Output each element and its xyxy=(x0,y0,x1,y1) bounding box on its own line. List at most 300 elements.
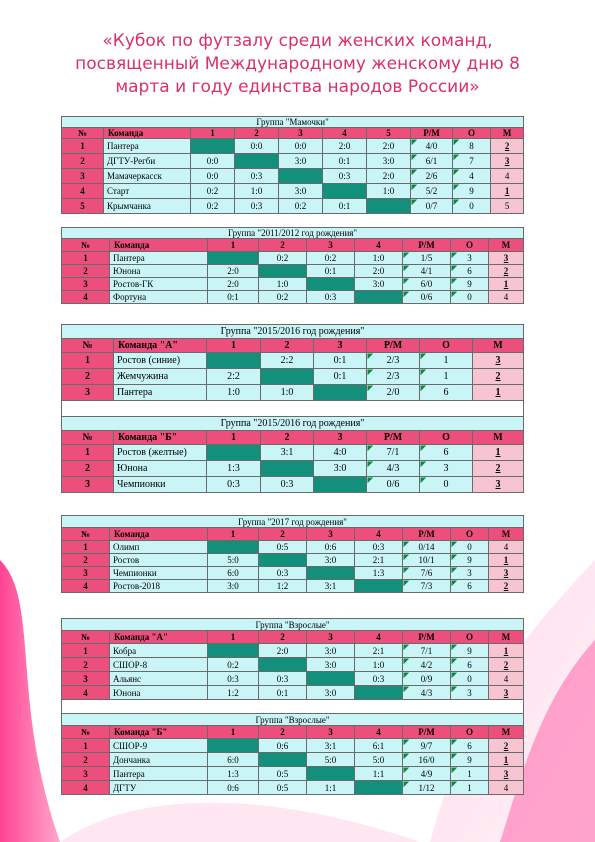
table-row xyxy=(62,252,524,265)
row-number: 4 xyxy=(62,580,110,593)
place-cell: 1 xyxy=(489,753,524,767)
diagonal-cell xyxy=(355,686,403,700)
header-cell: М xyxy=(473,339,524,353)
row-number: 1 xyxy=(62,644,110,658)
score-cell: 9/7 xyxy=(403,739,451,753)
score-cell: 0:1 xyxy=(314,369,367,385)
diagonal-cell xyxy=(307,278,355,291)
team-name: Юнона xyxy=(110,265,208,278)
header-cell: 1 xyxy=(191,128,235,139)
team-name: Ростов-2018 xyxy=(110,580,208,593)
score-cell: 0:2 xyxy=(259,252,307,265)
place-cell: 4 xyxy=(489,291,524,304)
score-cell: 3:0 xyxy=(208,580,259,593)
header-cell: 4 xyxy=(355,726,403,739)
row-number: 3 xyxy=(62,169,104,184)
diagonal-cell xyxy=(367,199,411,214)
team-name: СШОР-9 xyxy=(110,739,208,753)
score-cell: 4/9 xyxy=(403,767,451,781)
score-cell: 0/14 xyxy=(403,541,451,554)
score-cell: 0 xyxy=(451,672,489,686)
score-cell: 2:0 xyxy=(355,265,403,278)
place-cell: 1 xyxy=(489,554,524,567)
score-cell: 3:1 xyxy=(307,739,355,753)
header-cell: О xyxy=(451,631,489,644)
row-number: 1 xyxy=(62,445,114,461)
header-cell: О xyxy=(451,528,489,541)
place-cell: 2 xyxy=(491,139,524,154)
title-line-2: посвященный Международному женскому дню 8 xyxy=(75,54,520,74)
place-cell: 2 xyxy=(489,739,524,753)
row-number: 1 xyxy=(62,252,110,265)
score-cell: 1 xyxy=(420,353,473,369)
diagonal-cell xyxy=(259,658,307,672)
score-cell: 2:0 xyxy=(323,139,367,154)
place-cell: 3 xyxy=(473,353,524,369)
row-number: 2 xyxy=(62,265,110,278)
score-cell: 7/1 xyxy=(367,445,420,461)
table-row xyxy=(62,767,524,781)
score-cell: 0 xyxy=(451,291,489,304)
header-cell: Р/М xyxy=(403,239,451,252)
group-caption-a: Группа "2015/2016 год рождения" xyxy=(62,325,524,339)
score-cell: 0:3 xyxy=(207,477,261,493)
score-cell: 3:0 xyxy=(307,658,355,672)
header-cell: 4 xyxy=(355,631,403,644)
header-cell: № xyxy=(62,528,110,541)
table-row xyxy=(62,278,524,291)
diagonal-cell xyxy=(314,477,367,493)
team-name: Юнона xyxy=(114,461,207,477)
table-row xyxy=(62,154,524,169)
header-cell: О xyxy=(420,431,473,445)
group-caption-a: Группа "Взрослые" xyxy=(62,619,524,631)
table-group-2015 xyxy=(61,324,524,493)
score-cell: 0 xyxy=(453,199,491,214)
header-cell: Команда "А" xyxy=(114,339,207,353)
score-cell: 2:0 xyxy=(259,644,307,658)
header-cell: 1 xyxy=(208,631,259,644)
diagonal-cell xyxy=(261,461,314,477)
place-cell: 1 xyxy=(473,385,524,401)
header-cell: 4 xyxy=(355,239,403,252)
score-cell: 6 xyxy=(420,445,473,461)
score-cell: 0:3 xyxy=(355,541,403,554)
score-cell: 1:3 xyxy=(208,767,259,781)
header-cell: М xyxy=(489,726,524,739)
score-cell: 3:0 xyxy=(307,686,355,700)
score-cell: 4 xyxy=(453,169,491,184)
score-cell: 6:1 xyxy=(355,739,403,753)
score-cell: 0:3 xyxy=(208,672,259,686)
score-cell: 6 xyxy=(451,580,489,593)
score-cell: 2/6 xyxy=(411,169,453,184)
score-cell: 0:1 xyxy=(323,154,367,169)
header-cell: 3 xyxy=(279,128,323,139)
score-cell: 2/3 xyxy=(367,369,420,385)
score-cell: 0:2 xyxy=(208,658,259,672)
score-cell: 0 xyxy=(451,541,489,554)
score-cell: 6:0 xyxy=(208,567,259,580)
header-cell: 3 xyxy=(307,239,355,252)
header-row-b xyxy=(62,726,524,739)
header-cell: О xyxy=(420,339,473,353)
score-cell: 3:0 xyxy=(314,461,367,477)
diagonal-cell xyxy=(208,644,259,658)
score-cell: 1:3 xyxy=(355,567,403,580)
score-cell: 6 xyxy=(420,385,473,401)
header-row-a xyxy=(62,631,524,644)
score-cell: 0:0 xyxy=(235,139,279,154)
table-row xyxy=(62,658,524,672)
row-number: 3 xyxy=(62,672,110,686)
score-cell: 0/6 xyxy=(367,477,420,493)
header-cell: Р/М xyxy=(367,431,420,445)
header-cell: № xyxy=(62,128,104,139)
diagonal-cell xyxy=(208,252,259,265)
score-cell: 0:5 xyxy=(259,781,307,795)
score-cell: 2:0 xyxy=(208,265,259,278)
row-number: 3 xyxy=(62,278,110,291)
header-cell: 1 xyxy=(208,726,259,739)
score-cell: 7/6 xyxy=(403,567,451,580)
team-name: ДГТУ xyxy=(110,781,208,795)
score-cell: 0:3 xyxy=(323,169,367,184)
table-row xyxy=(62,169,524,184)
header-cell: 2 xyxy=(235,128,279,139)
score-cell: 0:1 xyxy=(314,353,367,369)
team-name: Альянс xyxy=(110,672,208,686)
header-cell: О xyxy=(451,726,489,739)
header-cell: 2 xyxy=(259,239,307,252)
row-number: 1 xyxy=(62,541,110,554)
header-cell: 2 xyxy=(261,431,314,445)
diagonal-cell xyxy=(355,781,403,795)
header-cell: М xyxy=(489,239,524,252)
score-cell: 1:0 xyxy=(355,658,403,672)
team-name: Чемпионки xyxy=(110,567,208,580)
diagonal-cell xyxy=(307,567,355,580)
table-row xyxy=(62,199,524,214)
table-row xyxy=(62,554,524,567)
score-cell: 0:2 xyxy=(259,291,307,304)
place-cell: 3 xyxy=(489,767,524,781)
header-cell: 3 xyxy=(314,431,367,445)
score-cell: 0:0 xyxy=(191,154,235,169)
row-number: 4 xyxy=(62,686,110,700)
table-row xyxy=(62,445,524,461)
score-cell: 0:3 xyxy=(259,672,307,686)
row-number: 2 xyxy=(62,369,114,385)
score-cell: 0:1 xyxy=(307,265,355,278)
header-cell: 2 xyxy=(259,726,307,739)
score-cell: 2:1 xyxy=(355,554,403,567)
team-name: Дончанка xyxy=(110,753,208,767)
header-cell: О xyxy=(453,128,491,139)
team-name: Ростов-ГК xyxy=(110,278,208,291)
header-cell: Команда xyxy=(104,128,191,139)
row-number: 3 xyxy=(62,567,110,580)
score-cell: 1:1 xyxy=(307,781,355,795)
row-number: 2 xyxy=(62,753,110,767)
header-cell: № xyxy=(62,631,110,644)
score-cell: 1:1 xyxy=(355,767,403,781)
score-cell: 7/3 xyxy=(403,580,451,593)
score-cell: 6 xyxy=(451,739,489,753)
header-row xyxy=(62,528,524,541)
team-name: Старт xyxy=(104,184,191,199)
table-group-mamochki xyxy=(61,116,524,214)
score-cell: 4:0 xyxy=(314,445,367,461)
team-name: Мамачеркасск xyxy=(104,169,191,184)
title-line-3: марта и году единства народов России» xyxy=(115,77,480,97)
team-name: Чемпионки xyxy=(114,477,207,493)
diagonal-cell xyxy=(208,541,259,554)
header-cell: № xyxy=(62,339,114,353)
score-cell: 0:2 xyxy=(191,184,235,199)
place-cell: 2 xyxy=(473,461,524,477)
place-cell: 2 xyxy=(489,580,524,593)
score-cell: 0:5 xyxy=(259,541,307,554)
score-cell: 0:6 xyxy=(208,781,259,795)
score-cell: 4/2 xyxy=(403,658,451,672)
place-cell: 4 xyxy=(489,781,524,795)
table-row xyxy=(62,567,524,580)
score-cell: 2:1 xyxy=(355,644,403,658)
score-cell: 5/2 xyxy=(411,184,453,199)
header-cell: 1 xyxy=(208,239,259,252)
score-cell: 1 xyxy=(451,781,489,795)
place-cell: 5 xyxy=(491,199,524,214)
header-cell: М xyxy=(489,631,524,644)
title-line-1: «Кубок по футзалу среди женских команд, xyxy=(102,31,493,51)
place-cell: 3 xyxy=(489,252,524,265)
score-cell: 5:0 xyxy=(307,753,355,767)
place-cell: 2 xyxy=(489,658,524,672)
team-name: Фортуна xyxy=(110,291,208,304)
header-cell: 2 xyxy=(261,339,314,353)
row-number: 1 xyxy=(62,739,110,753)
score-cell: 1:2 xyxy=(259,580,307,593)
place-cell: 1 xyxy=(489,644,524,658)
score-cell: 0/6 xyxy=(403,291,451,304)
score-cell: 3:0 xyxy=(367,154,411,169)
team-name: Ростов (синие) xyxy=(114,353,207,369)
score-cell: 6:0 xyxy=(208,753,259,767)
header-cell: 1 xyxy=(207,431,261,445)
header-cell: 3 xyxy=(307,726,355,739)
team-name: Олимп xyxy=(110,541,208,554)
score-cell: 0:0 xyxy=(279,139,323,154)
diagonal-cell xyxy=(307,672,355,686)
diagonal-cell xyxy=(261,369,314,385)
score-cell: 2:0 xyxy=(208,278,259,291)
score-cell: 10/1 xyxy=(403,554,451,567)
header-cell: 2 xyxy=(259,631,307,644)
score-cell: 0:5 xyxy=(259,767,307,781)
score-cell: 0/9 xyxy=(403,672,451,686)
score-cell: 1 xyxy=(420,369,473,385)
group-caption: Группа "2011/2012 год рождения" xyxy=(62,228,524,239)
diagonal-cell xyxy=(307,767,355,781)
score-cell: 1:0 xyxy=(207,385,261,401)
table-row xyxy=(62,644,524,658)
header-cell: 3 xyxy=(314,339,367,353)
row-number: 4 xyxy=(62,781,110,795)
score-cell: 2:2 xyxy=(207,369,261,385)
team-name: Юнона xyxy=(110,686,208,700)
table-row xyxy=(62,291,524,304)
diagonal-cell xyxy=(259,265,307,278)
score-cell: 0:1 xyxy=(323,199,367,214)
team-name: Жемчужина xyxy=(114,369,207,385)
place-cell: 4 xyxy=(491,169,524,184)
header-cell: 1 xyxy=(208,528,259,541)
score-cell: 9 xyxy=(453,184,491,199)
score-cell: 0:0 xyxy=(191,169,235,184)
score-cell: 0/7 xyxy=(411,199,453,214)
table-row xyxy=(62,781,524,795)
score-cell: 3 xyxy=(451,567,489,580)
row-number: 3 xyxy=(62,477,114,493)
diagonal-cell xyxy=(191,139,235,154)
score-cell: 5:0 xyxy=(355,753,403,767)
header-cell: 4 xyxy=(355,528,403,541)
score-cell: 4/1 xyxy=(403,265,451,278)
place-cell: 3 xyxy=(473,477,524,493)
score-cell: 1 xyxy=(451,767,489,781)
table-row xyxy=(62,385,524,401)
team-name: Кобра xyxy=(110,644,208,658)
place-cell: 1 xyxy=(473,445,524,461)
score-cell: 0:1 xyxy=(208,291,259,304)
table-row xyxy=(62,739,524,753)
header-cell: Р/М xyxy=(411,128,453,139)
score-cell: 1:2 xyxy=(208,686,259,700)
group-caption: Группа "Мамочки" xyxy=(62,117,524,128)
score-cell: 4/0 xyxy=(411,139,453,154)
table-row xyxy=(62,184,524,199)
diagonal-cell xyxy=(207,353,261,369)
score-cell: 1:0 xyxy=(235,184,279,199)
score-cell: 0:2 xyxy=(279,199,323,214)
score-cell: 6/1 xyxy=(411,154,453,169)
place-cell: 3 xyxy=(491,154,524,169)
score-cell: 8 xyxy=(453,139,491,154)
score-cell: 1:0 xyxy=(355,252,403,265)
score-cell: 0:6 xyxy=(307,541,355,554)
score-cell: 3:1 xyxy=(261,445,314,461)
group-caption: Группа "2017 год рождения" xyxy=(62,516,524,528)
score-cell: 6/0 xyxy=(403,278,451,291)
table-row xyxy=(62,353,524,369)
table-row xyxy=(62,753,524,767)
diagonal-cell xyxy=(259,753,307,767)
score-cell: 6 xyxy=(451,658,489,672)
score-cell: 0:3 xyxy=(307,291,355,304)
score-cell: 1/5 xyxy=(403,252,451,265)
row-number: 3 xyxy=(62,385,114,401)
row-number: 1 xyxy=(62,139,104,154)
score-cell: 3:1 xyxy=(307,580,355,593)
place-cell: 4 xyxy=(489,541,524,554)
score-cell: 3:0 xyxy=(355,278,403,291)
diagonal-cell xyxy=(323,184,367,199)
score-cell: 3:0 xyxy=(307,554,355,567)
table-row xyxy=(62,580,524,593)
score-cell: 6 xyxy=(451,265,489,278)
row-number: 4 xyxy=(62,184,104,199)
score-cell: 2/0 xyxy=(367,385,420,401)
score-cell: 3 xyxy=(451,686,489,700)
header-cell: Р/М xyxy=(403,631,451,644)
score-cell: 3:0 xyxy=(307,644,355,658)
row-number: 2 xyxy=(62,154,104,169)
row-number: 5 xyxy=(62,199,104,214)
team-name: Пантера xyxy=(104,139,191,154)
score-cell: 1:0 xyxy=(367,184,411,199)
team-name: ДГТУ-Регби xyxy=(104,154,191,169)
diagonal-cell xyxy=(355,291,403,304)
header-row-b xyxy=(62,431,524,445)
header-cell: Команда "А" xyxy=(110,631,208,644)
row-number: 4 xyxy=(62,291,110,304)
diagonal-cell xyxy=(207,445,261,461)
score-cell: 0:1 xyxy=(259,686,307,700)
header-cell: № xyxy=(62,239,110,252)
score-cell: 5:0 xyxy=(208,554,259,567)
score-cell: 2:0 xyxy=(367,169,411,184)
place-cell: 4 xyxy=(489,672,524,686)
header-cell: М xyxy=(489,528,524,541)
header-cell: Р/М xyxy=(403,528,451,541)
diagonal-cell xyxy=(208,739,259,753)
table-row xyxy=(62,461,524,477)
score-cell: 0:3 xyxy=(235,169,279,184)
place-cell: 1 xyxy=(489,278,524,291)
header-cell: М xyxy=(473,431,524,445)
score-cell: 2/3 xyxy=(367,353,420,369)
table-row xyxy=(62,477,524,493)
diagonal-cell xyxy=(314,385,367,401)
score-cell: 9 xyxy=(451,644,489,658)
row-number: 1 xyxy=(62,353,114,369)
score-cell: 9 xyxy=(451,554,489,567)
diagonal-cell xyxy=(355,580,403,593)
team-name: Крымчанка xyxy=(104,199,191,214)
header-row xyxy=(62,128,524,139)
group-caption-b: Группа "Взрослые" xyxy=(62,714,524,726)
score-cell: 7 xyxy=(453,154,491,169)
group-caption-b: Группа "2015/2016 год рождения" xyxy=(62,417,524,431)
table-row xyxy=(62,541,524,554)
diagonal-cell xyxy=(259,554,307,567)
header-cell: 5 xyxy=(367,128,411,139)
score-cell: 2:2 xyxy=(261,353,314,369)
header-cell: Команда xyxy=(110,528,208,541)
table-group-2011 xyxy=(61,227,524,304)
row-number: 2 xyxy=(62,461,114,477)
table-row xyxy=(62,139,524,154)
table-row xyxy=(62,265,524,278)
team-name: СШОР-8 xyxy=(110,658,208,672)
score-cell: 0:2 xyxy=(191,199,235,214)
score-cell: 0:3 xyxy=(235,199,279,214)
score-cell: 7/1 xyxy=(403,644,451,658)
score-cell: 1:0 xyxy=(261,385,314,401)
score-cell: 0:3 xyxy=(355,672,403,686)
score-cell: 0:3 xyxy=(259,567,307,580)
